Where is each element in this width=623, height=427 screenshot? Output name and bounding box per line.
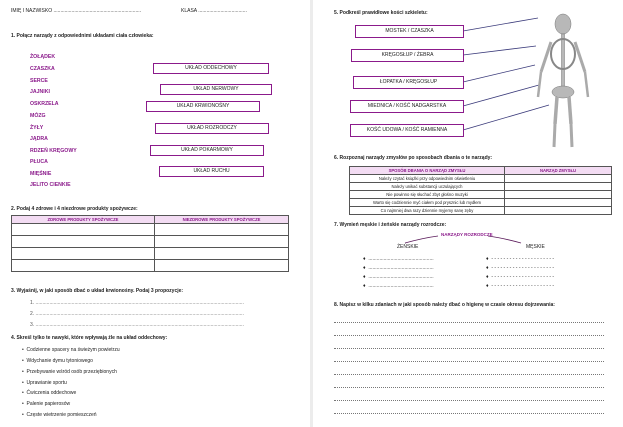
writing-line[interactable] [334, 361, 604, 362]
worksheet-page-1 [0, 0, 310, 427]
answer-line[interactable]: 3. ...................................................................................................................................................... [30, 322, 244, 328]
answer-line[interactable]: 1. ...................................................................................................................................................... [30, 300, 244, 306]
male-answer-line[interactable]: ♦ - - - - - - - - - - - - - - - - - - - - - [486, 265, 555, 271]
writing-line[interactable] [334, 322, 604, 323]
female-answer-line[interactable]: ♦ ............................................... [363, 283, 434, 289]
method-cell: Warto się codziennie myć ciałem pod prysznic lub mydłem [350, 199, 505, 207]
male-answer-line[interactable]: ♦ - - - - - - - - - - - - - - - - - - - - - [486, 283, 555, 289]
bone-option: ŁOPATKA / KRĘGOSŁUP [353, 76, 464, 89]
organ-item: MIĘŚNIE [30, 171, 52, 177]
organ-item: RDZEŃ KRĘGOWY [30, 148, 77, 154]
male-answer-line[interactable]: ♦ - - - - - - - - - - - - - - - - - - - - - [486, 256, 555, 262]
writing-line[interactable] [334, 335, 604, 336]
method-cell: Nie powinno się słuchać zbyt głośno muzyki [350, 191, 505, 199]
method-cell: Należy czytać książki przy odpowiednim oświetleniu [350, 175, 505, 183]
reproductive-center-label: NARZĄDY ROZRODCZE [441, 232, 493, 237]
system-box: UKŁAD ODDECHOWY [153, 63, 269, 74]
class-field-label: KLASA ................................... [181, 8, 247, 14]
name-field-label: IMIĘ I NAZWISKO ............................................................... [11, 8, 142, 14]
answer-line[interactable]: 2. ...................................................................................................................................................... [30, 311, 244, 317]
q8-title: 8. Napisz w kilku zdaniach w jaki sposób należy dbać o higienę w czasie okresu dojrzewania: [334, 302, 555, 308]
writing-line[interactable] [334, 413, 604, 414]
system-box: UKŁAD ROZRODCZY [155, 123, 269, 134]
method-cell: Co najmniej dwa razy dziennie myjemy sanę zęby [350, 207, 505, 215]
senses-table [349, 166, 612, 215]
bone-option: MIEDNICA / KOŚĆ NADGARSTKA [350, 100, 464, 113]
q5-title: 5. Podkreśl prawidłowe kości szkieletu: [334, 10, 428, 16]
habit-item: • Palenie papierosów [22, 401, 71, 407]
unhealthy-header: NIEZDROWE PRODUKTY SPOŻYWCZE [155, 216, 289, 224]
healthy-header: ZDROWE PRODUKTY SPOŻYWCZE [12, 216, 155, 224]
method-cell: Należy unikać substancji uczulających [350, 183, 505, 191]
habit-item: • Częste wietrzenie pomieszczeń [22, 412, 97, 418]
writing-line[interactable] [334, 387, 604, 388]
organ-item: OSKRZELA [30, 101, 59, 107]
q7-title: 7. Wymień męskie i żeńskie narządy rozrodcze: [334, 222, 447, 228]
habit-item: • Codzienne spacery na świeżym powietrzu [22, 347, 120, 353]
q4-title: 4. Skreśl tylko te nawyki, które wpływają źle na układ oddechowy: [11, 335, 168, 341]
worksheet-page-2 [313, 0, 623, 427]
habit-item: • Ćwiczenia oddechowe [22, 390, 77, 396]
organ-item: JAJNIKI [30, 89, 50, 95]
q6-title: 6. Rozpoznaj narządy zmysłów po sposobach dbania o te narządy: [334, 155, 493, 161]
habit-item: • Wdychanie dymu tytoniowego [22, 358, 93, 364]
male-answer-line[interactable]: ♦ - - - - - - - - - - - - - - - - - - - - - [486, 274, 555, 280]
writing-line[interactable] [334, 374, 604, 375]
female-answer-line[interactable]: ♦ ............................................... [363, 265, 434, 271]
habit-item: • Przebywanie wśród osób przeziębionych [22, 369, 117, 375]
system-box: UKŁAD NERWOWY [160, 84, 272, 95]
organ-item: ŻOŁĄDEK [30, 54, 56, 60]
writing-line[interactable] [334, 348, 604, 349]
organ-item: JĄDRA [30, 136, 48, 142]
organ-item: SERCE [30, 78, 48, 84]
organ-item: ŻYŁY [30, 125, 44, 131]
organ-item: JELITO CIENKIE [30, 182, 71, 188]
organ-item: CZASZKA [30, 66, 55, 72]
organ-item: MÓZG [30, 113, 46, 119]
female-answer-line[interactable]: ♦ ............................................... [363, 274, 434, 280]
sense-header: NARZĄD ZMYSŁU [505, 167, 612, 175]
system-box: UKŁAD RUCHU [159, 166, 264, 177]
system-box: UKŁAD KRWIONOŚNY [146, 101, 260, 112]
bone-option: MOSTEK / CZASZKA [355, 25, 464, 38]
system-box: UKŁAD POKARMOWY [150, 145, 264, 156]
q2-title: 2. Podaj 4 zdrowe i 4 niezdrowe produkty spożywcze: [11, 206, 138, 212]
habit-item: • Uprawianie sportu [22, 380, 67, 386]
organ-item: PŁUCA [30, 159, 48, 165]
q3-title: 3. Wyjaśnij, w jaki sposób dbać o układ krwionośny. Podaj 3 propozycje: [11, 288, 184, 294]
bone-option: KRĘGOSŁUP / ŻEBRA [351, 49, 464, 62]
method-header: SPOSÓB DBANIA O NARZĄD ZMYSŁU [350, 167, 505, 175]
q1-title: 1. Połącz narządy z odpowiednimi układami ciała człowieka: [11, 33, 154, 39]
skeleton-image [533, 12, 593, 152]
writing-line[interactable] [334, 400, 604, 401]
female-label: ŻEŃSKIE [397, 244, 419, 250]
female-answer-line[interactable]: ♦ ............................................... [363, 256, 434, 262]
food-table [11, 215, 289, 272]
bone-option: KOŚĆ UDOWA / KOŚĆ RAMIENNA [350, 124, 464, 137]
male-label: MĘSKIE [526, 244, 545, 250]
